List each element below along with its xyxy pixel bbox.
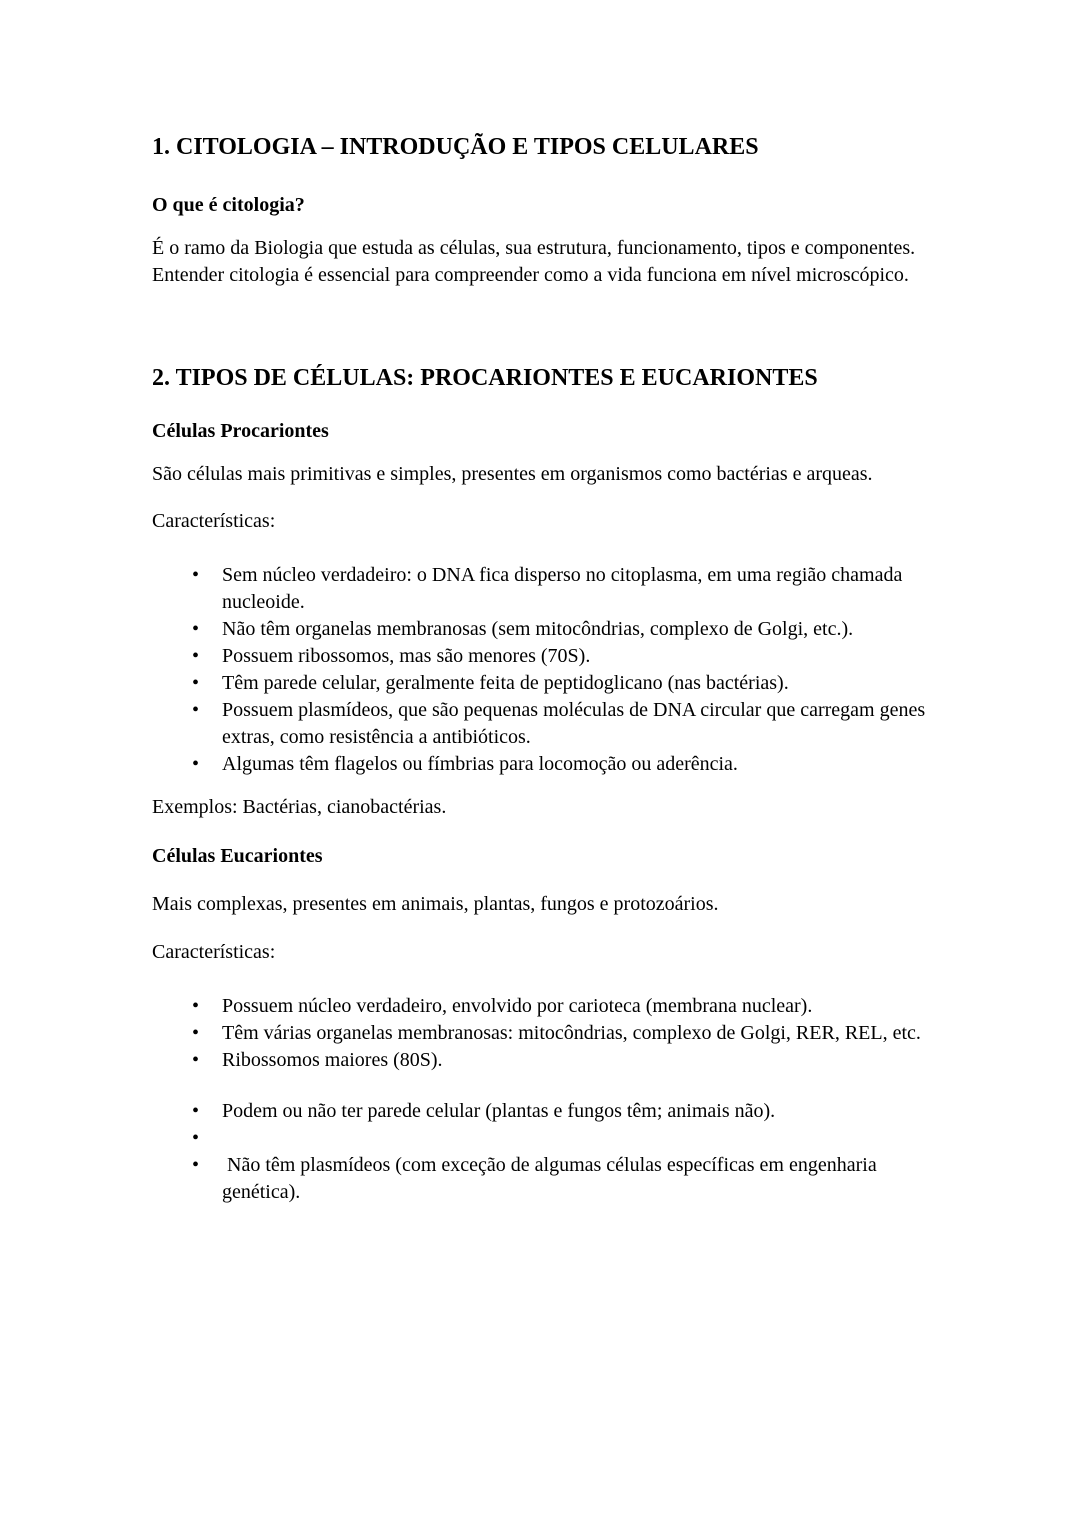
- list-item: • Possuem ribossomos, mas são menores (70S).: [152, 643, 930, 670]
- list-item: • Podem ou não ter parede celular (plantas e fungos têm; animais não).: [152, 1098, 930, 1125]
- list-item: • Possuem plasmídeos, que são pequenas moléculas de DNA circular que carregam genes extras, como resistência a antibióticos.: [152, 697, 930, 751]
- question-subheading: O que é citologia?: [152, 194, 305, 216]
- section-1-heading: 1. CITOLOGIA – INTRODUÇÃO E TIPOS CELULARES: [152, 134, 759, 160]
- list-item: • Não têm plasmídeos (com exceção de algumas células específicas em engenharia genética).: [152, 1152, 930, 1206]
- list-item: • Têm parede celular, geralmente feita de peptidoglicano (nas bactérias).: [152, 670, 930, 697]
- eucariontes-caracteristicas-label: Características:: [152, 941, 276, 963]
- procariontes-list: [152, 562, 930, 778]
- section-2-heading: 2. TIPOS DE CÉLULAS: PROCARIONTES E EUCARIONTES: [152, 365, 818, 391]
- eucariontes-intro: Mais complexas, presentes em animais, plantas, fungos e protozoários.: [152, 893, 719, 915]
- intro-paragraph: É o ramo da Biologia que estuda as células, sua estrutura, funcionamento, tipos e componentes. Entender citologia é essencial para compreender como a vida funciona em nível microscópico.: [152, 237, 921, 286]
- list-item: • Algumas têm flagelos ou fímbrias para locomoção ou aderência.: [152, 751, 930, 778]
- list-item: • Ribossomos maiores (80S).: [152, 1047, 930, 1074]
- eucariontes-heading: Células Eucariontes: [152, 845, 323, 867]
- list-item: • Não têm organelas membranosas (sem mitocôndrias, complexo de Golgi, etc.).: [152, 616, 930, 643]
- procariontes-caracteristicas-label: Características:: [152, 510, 276, 532]
- procariontes-heading: Células Procariontes: [152, 420, 329, 442]
- procariontes-intro: São células mais primitivas e simples, presentes em organismos como bactérias e arqueas.: [152, 463, 873, 485]
- list-item: • Possuem núcleo verdadeiro, envolvido por carioteca (membrana nuclear).: [152, 993, 930, 1020]
- list-item-empty: [152, 1125, 930, 1152]
- procariontes-examples: Exemplos: Bactérias, cianobactérias.: [152, 796, 447, 818]
- eucariontes-list: [152, 993, 930, 1206]
- list-item: • Sem núcleo verdadeiro: o DNA fica disperso no citoplasma, em uma região chamada nucleoide.: [152, 562, 930, 616]
- list-item: • Têm várias organelas membranosas: mitocôndrias, complexo de Golgi, RER, REL, etc.: [152, 1020, 930, 1047]
